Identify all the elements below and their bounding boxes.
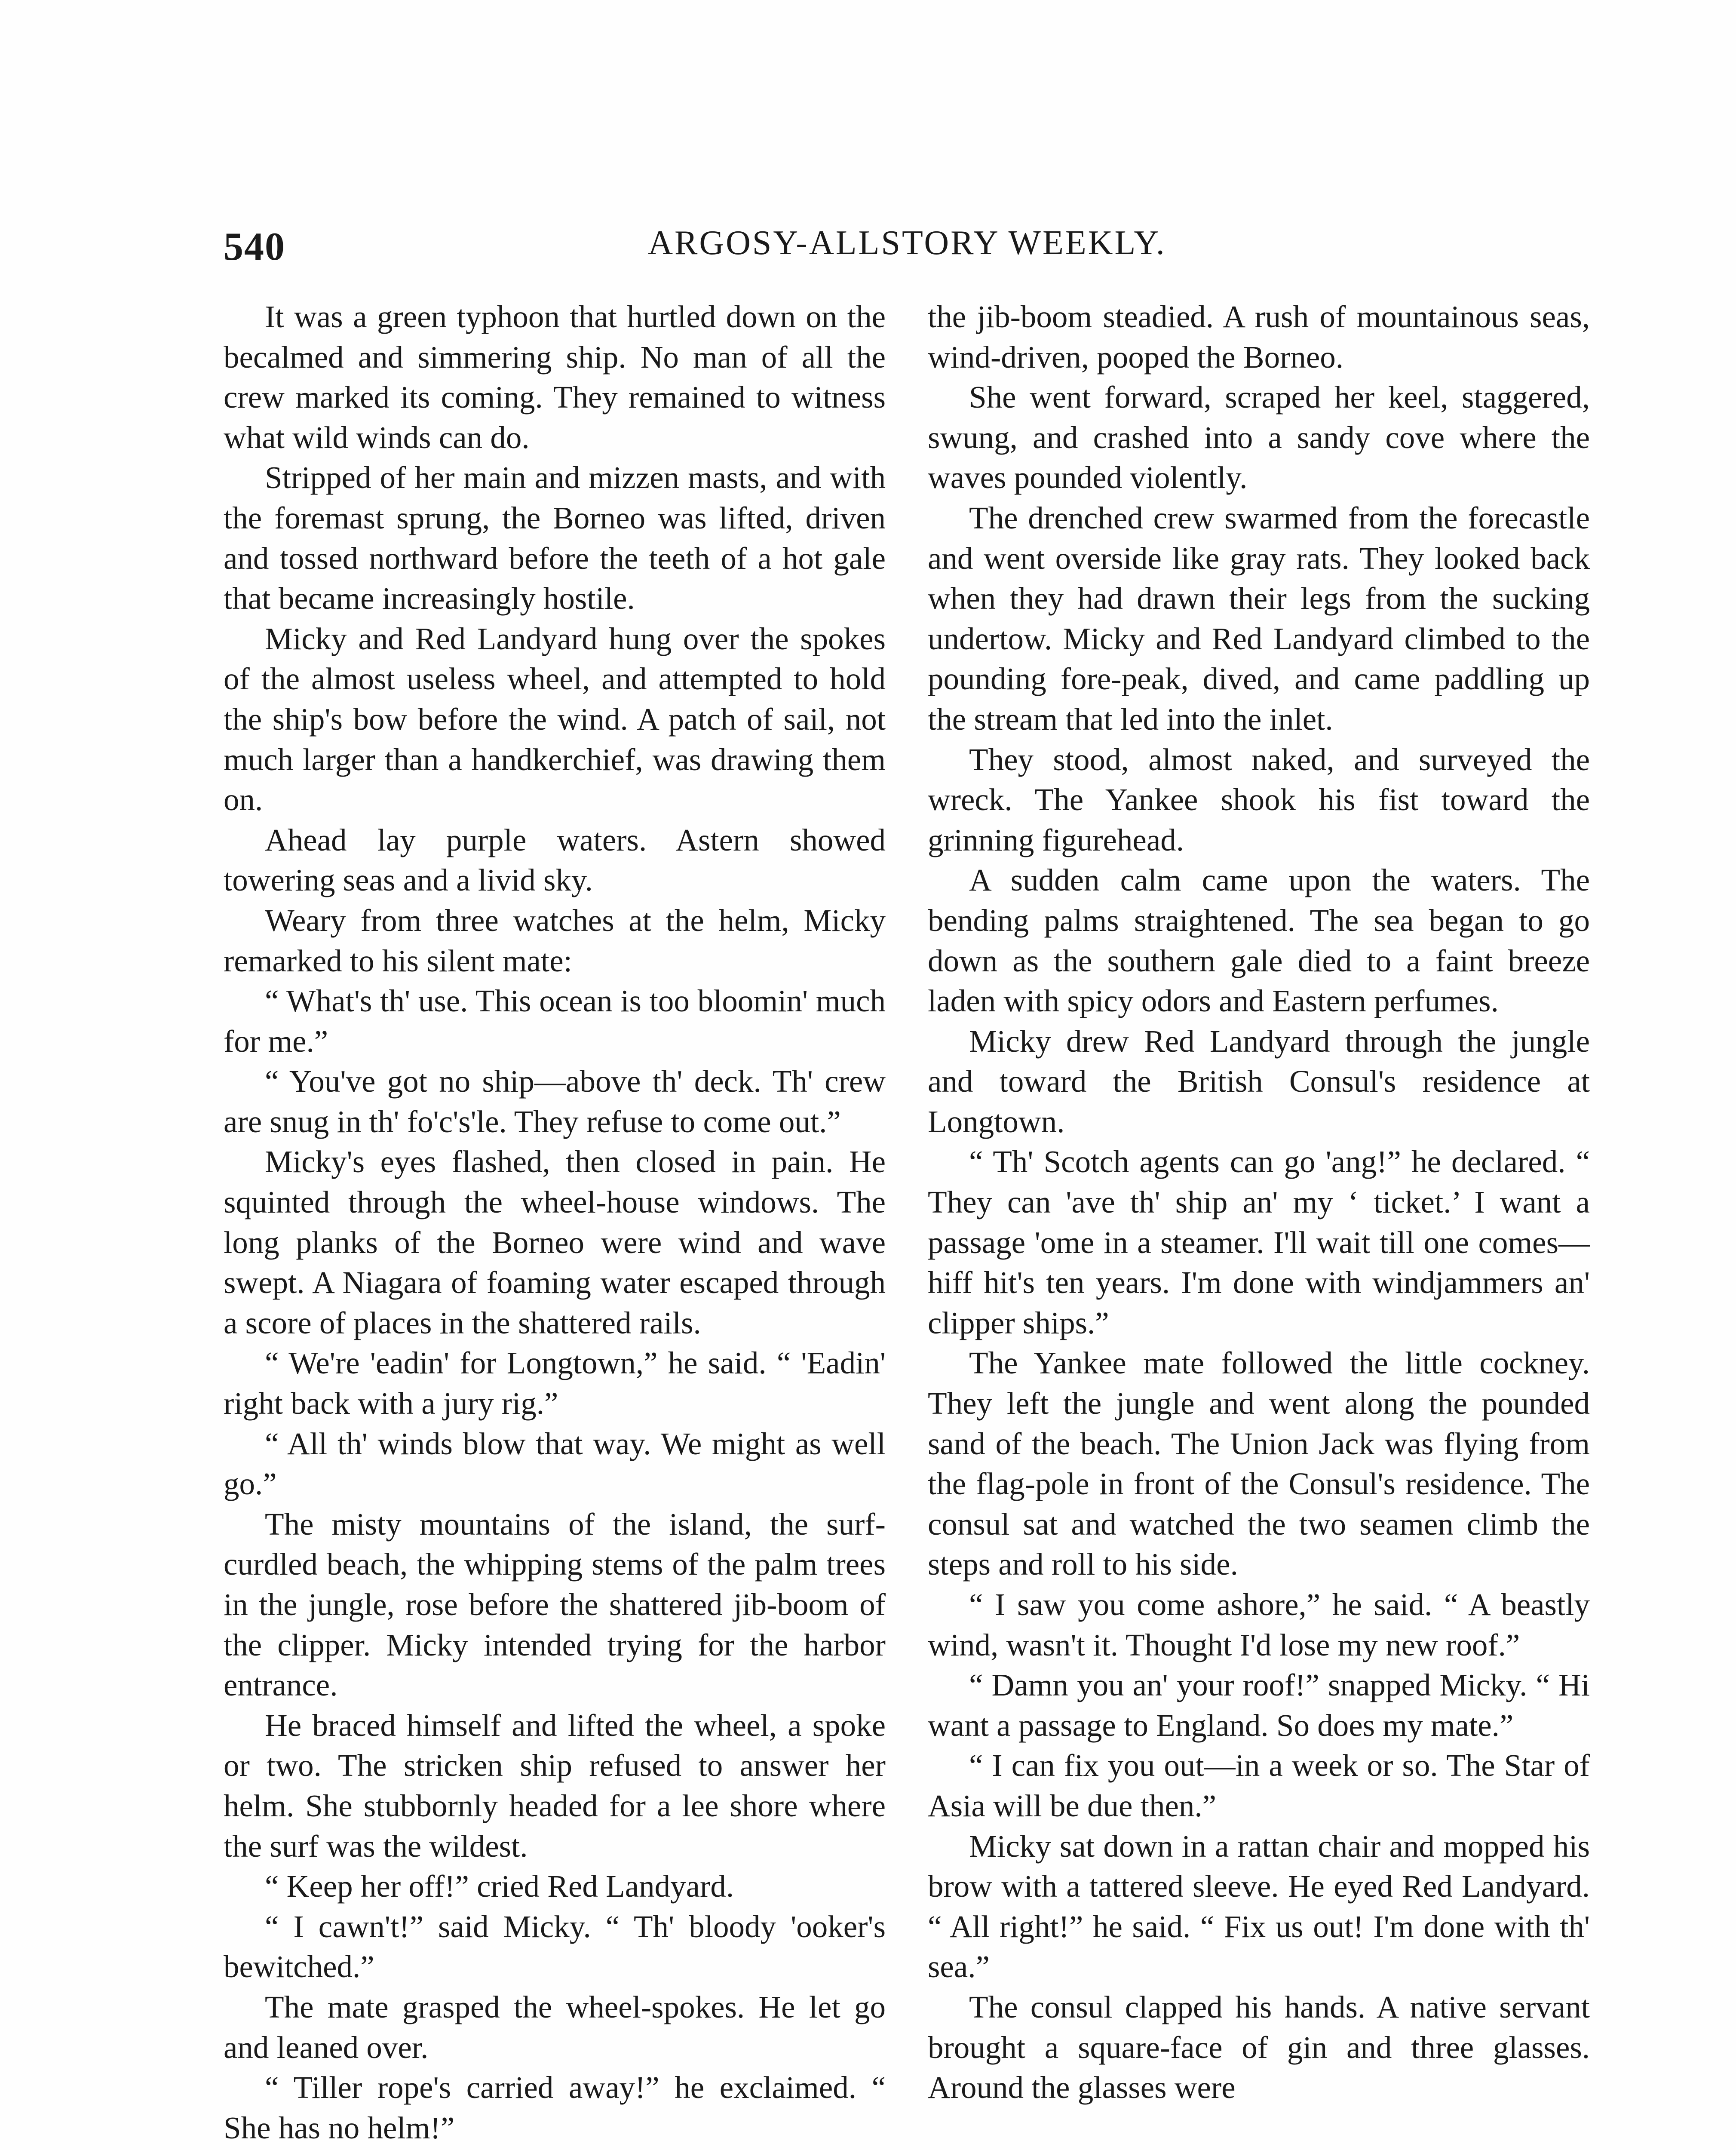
paragraph: “ What's th' use. This ocean is too bloomin' much for me.” bbox=[224, 983, 886, 1059]
paragraph: “ We're 'eadin' for Longtown,” he said. “ 'Eadin' right back with a jury rig.” bbox=[224, 1345, 886, 1421]
paragraph: It was a green typhoon that hurtled down on the becalmed and simmering ship. No man of all the crew marked its coming. They remained to witness what wild winds can do. bbox=[224, 299, 886, 455]
running-head: ARGOSY-ALLSTORY WEEKLY. bbox=[648, 224, 1166, 262]
left-column bbox=[224, 297, 886, 2150]
paragraph: “ I saw you come ashore,” he said. “ A beastly wind, wasn't it. Thought I'd lose my new roof.” bbox=[928, 1587, 1590, 1662]
page-number: 540 bbox=[224, 224, 285, 268]
paragraph: The mate grasped the wheel-spokes. He let go and leaned over. bbox=[224, 1989, 886, 2065]
paragraph: A sudden calm came upon the waters. The bending palms straightened. The sea began to go down as the southern gale died to a faint breeze laden with spicy odors and Eastern perfumes. bbox=[928, 863, 1590, 1019]
paragraph: the jib-boom steadied. A rush of mountainous seas, wind-driven, pooped the Borneo. bbox=[928, 299, 1590, 375]
paragraph: Micky and Red Landyard hung over the spokes of the almost useless wheel, and attempted to hold the ship's bow before the wind. A patch of sail, not much larger than a handkerchief, was drawing them on. bbox=[224, 621, 886, 817]
paragraph: Stripped of her main and mizzen masts, and with the foremast sprung, the Borneo was lifted, driven and tossed northward before the teeth of a hot gale that became increasingly hostile. bbox=[224, 460, 886, 616]
article-body bbox=[224, 297, 1591, 2150]
paragraph: The misty mountains of the island, the surf-curdled beach, the whipping stems of the palm trees in the jungle, rose before the shattered jib-boom of the clipper. Micky intended trying for the harbor entrance. bbox=[224, 1506, 886, 1703]
paragraph: Ahead lay purple waters. Astern showed towering seas and a livid sky. bbox=[224, 822, 886, 898]
right-column bbox=[928, 297, 1590, 2150]
paragraph: Micky drew Red Landyard through the jungle and toward the British Consul's residence at Longtown. bbox=[928, 1023, 1590, 1139]
paragraph: Weary from three watches at the helm, Micky remarked to his silent mate: bbox=[224, 903, 886, 978]
paragraph: “ Keep her off!” cried Red Landyard. bbox=[265, 1869, 734, 1904]
paragraph: “ I cawn't!” said Micky. “ Th' bloody 'ooker's bewitched.” bbox=[224, 1909, 886, 1984]
paragraph: “ All th' winds blow that way. We might as well go.” bbox=[224, 1426, 886, 1502]
paragraph: Micky's eyes flashed, then closed in pain. He squinted through the wheel-house windows. The long planks of the Borneo were wind and wave swept. A Niagara of foaming water escaped through a score of places in the shattered rails. bbox=[224, 1144, 886, 1340]
paragraph: The drenched crew swarmed from the forecastle and went overside like gray rats. They looked back when they had drawn their legs from the sucking undertow. Micky and Red Landyard climbed to the pounding fore-peak, dived, and came paddling up the stream that led into the inlet. bbox=[928, 500, 1590, 737]
paragraph: The consul clapped his hands. A native servant brought a square-face of gin and three glasses. Around the glasses were bbox=[928, 1989, 1590, 2105]
paragraph: They stood, almost naked, and surveyed the wreck. The Yankee shook his fist toward the grinning figurehead. bbox=[928, 742, 1590, 857]
paragraph bbox=[224, 2148, 886, 2150]
paragraph: The Yankee mate followed the little cockney. They left the jungle and went along the pounded sand of the beach. The Union Jack was flying from the flag-pole in front of the Consul's residence. The consul sat and watched the two seamen climb the steps and roll to his side. bbox=[928, 1345, 1590, 1582]
paragraph: “ Damn you an' your roof!” snapped Micky. “ Hi want a passage to England. So does my mate.” bbox=[928, 1668, 1590, 1743]
paragraph: “ I can fix you out—in a week or so. The Star of Asia will be due then.” bbox=[928, 1748, 1590, 1823]
page-header bbox=[224, 224, 1591, 275]
paragraph: “ You've got no ship—above th' deck. Th' crew are snug in th' fo'c's'le. They refuse to come out.” bbox=[224, 1064, 886, 1139]
paragraph: “ Tiller rope's carried away!” he exclaimed. “ She has no helm!” bbox=[224, 2070, 886, 2145]
paragraph: Micky sat down in a rattan chair and mopped his brow with a tattered sleeve. He eyed Red Landyard. “ All right!” he said. “ Fix us out! I'm done with th' sea.” bbox=[928, 1828, 1590, 1984]
paragraph: She went forward, scraped her keel, staggered, swung, and crashed into a sandy cove where the waves pounded violently. bbox=[928, 380, 1590, 495]
paragraph: “ Th' Scotch agents can go 'ang!” he declared. “ They can 'ave th' ship an' my ‘ ticket.’ I want a passage 'ome in a steamer. I'll wait till one comes—hiff hit's ten years. I'm done with windjammers an' clipper ships.” bbox=[928, 1144, 1590, 1340]
paragraph: He braced himself and lifted the wheel, a spoke or two. The stricken ship refused to answer her helm. She stubbornly headed for a lee shore where the surf was the wildest. bbox=[224, 1708, 886, 1864]
